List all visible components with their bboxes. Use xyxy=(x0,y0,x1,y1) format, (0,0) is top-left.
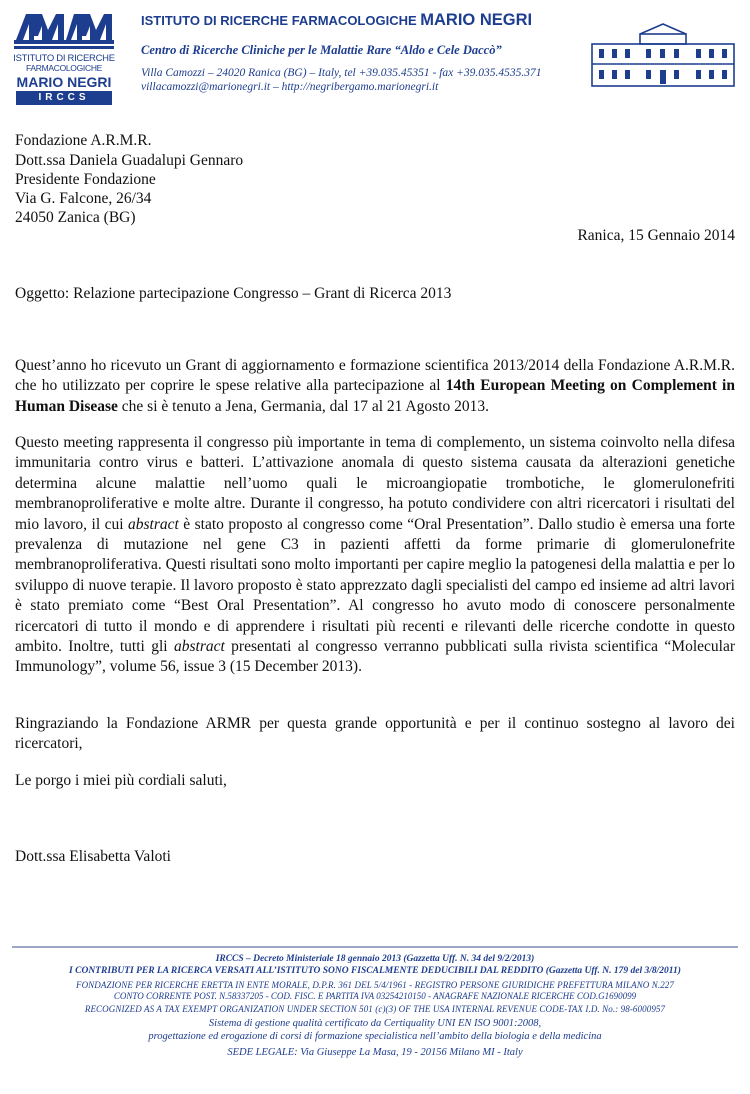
footer-line3: FONDAZIONE PER RICERCHE ERETTA IN ENTE MORALE, D.P.R. 361 DEL 5/4/1961 - REGISTRO PERSONE GIURIDICHE PREFETTURA MILANO N.227 xyxy=(75,980,675,990)
subject-line: Oggetto: Relazione partecipazione Congresso – Grant di Ricerca 2013 xyxy=(15,285,452,302)
p2-text-c: presentati al congresso verranno pubblicati sulla rivista scientifica “Molecular Immunology”, volume 56, issue 3 (15 December 2013). xyxy=(15,638,735,676)
recipient-line4: Via G. Falcone, 26/34 xyxy=(15,190,152,207)
body-paragraph-3: Ringraziando la Fondazione ARMR per questa grande opportunità e per il continuo sostegno al lavoro dei ricercatori, xyxy=(15,715,735,753)
letter-date: Ranica, 15 Gennaio 2014 xyxy=(577,227,735,244)
p1-text-b: che si è tenuto a Jena, Germania, dal 17 al 21 Agosto 2013. xyxy=(117,397,489,415)
footer-line5: RECOGNIZED AS A TAX EXEMPT ORGANIZATION UNDER SECTION 501 (c)(3) OF THE USA INTERNAL REVENUE CODE-TAX I.D. No.: 98-6000957 xyxy=(84,1004,666,1014)
address-line1: Villa Camozzi – 24020 Ranica (BG) – Italy, tel +39.035.45351 - fax +39.035.4535.371 xyxy=(141,67,542,79)
p1-congress-name: 14th European Meeting on Complement in Human Disease xyxy=(15,377,735,415)
footer-divider xyxy=(12,946,738,948)
centre-name: Centro di Ricerche Cliniche per le Malattie Rare “Aldo e Cele Daccò” xyxy=(141,43,502,57)
body-paragraph-2 xyxy=(15,433,735,678)
institute-title-prefix: ISTITUTO DI RICERCHE FARMACOLOGICHE xyxy=(141,13,421,28)
footer-line8: SEDE LEGALE: Via Giuseppe La Masa, 19 - 20156 Milano MI - Italy xyxy=(227,1047,523,1058)
closing-line: Le porgo i miei più cordiali saluti, xyxy=(15,772,227,789)
p2-italic-abstract-2: abstract xyxy=(173,638,225,656)
body-paragraph-1 xyxy=(15,356,735,417)
logo-line1: ISTITUTO DI RICERCHE xyxy=(13,53,115,64)
p1-text-a: Quest’anno ho ricevuto un Grant di aggiornamento e formazione scientifica 2013/2014 della Fondazione A.R.M.R. che ho utilizzato per coprire le spese relative alla partecipazione al xyxy=(15,357,735,395)
institute-logo xyxy=(8,10,120,102)
footer-line2: I CONTRIBUTI PER LA RICERCA VERSATI ALL’ISTITUTO SONO FISCALMENTE DEDUCIBILI DAL REDDITO (Gazzetta Uff. N. 179 del 3/8/2011) xyxy=(69,966,681,976)
logo-line2: FARMACOLOGICHE xyxy=(25,63,103,73)
p2-text-a: Questo meeting rappresenta il congresso più importante in tema di complemento, un sistema coinvolto nella difesa immunitaria contro virus e batteri. L’attivazione anomala di questo sistema causata da alterazioni genetiche determina alcune malattie nell’uomo quali le microangiopatie trombotiche, le glomerulonefriti membranoproliferative e molte altre. Durante il congresso, ha potuto condividere con altri ricercatori i risultati del mio lavoro, il cui xyxy=(15,434,735,533)
mn-logo-mark-icon xyxy=(12,10,116,54)
recipient-line5: 24050 Zanica (BG) xyxy=(15,209,136,226)
signature-name: Dott.ssa Elisabetta Valoti xyxy=(15,848,171,865)
institute-title-name: MARIO NEGRI xyxy=(420,11,533,29)
footer-line6: Sistema di gestione qualità certificato da Certiquality UNI EN ISO 9001:2008, xyxy=(208,1018,542,1029)
logo-line4: IRCCS xyxy=(16,91,112,105)
villa-building-icon xyxy=(590,22,736,88)
recipient-line3: Presidente Fondazione xyxy=(15,171,156,188)
footer-line7: progettazione ed erogazione di corsi di formazione specialistica nell’ambito della biologia e della medicina xyxy=(148,1031,602,1042)
footer-line1: IRCCS – Decreto Ministeriale 18 gennaio 2013 (Gazzetta Uff. N. 34 del 9/2/2013) xyxy=(215,954,535,964)
p2-italic-abstract-1: abstract xyxy=(128,515,179,533)
recipient-line1: Fondazione A.R.M.R. xyxy=(15,132,152,149)
institute-title xyxy=(141,11,532,30)
logo-line3: MARIO NEGRI xyxy=(16,74,112,90)
recipient-line2: Dott.ssa Daniela Guadalupi Gennaro xyxy=(15,152,244,169)
address-line2: villacamozzi@marionegri.it – http://negribergamo.marionegri.it xyxy=(141,81,439,93)
p2-text-b: è stato proposto al congresso come “Oral Presentation”. Dallo studio è emersa una forte prevalenza di mutazione nel gene C3 in pazienti affetti da forme primarie di glomerulonefrite membranoproliferativa. Questi risultati sono molto importanti per capire meglio la patogenesi della malattia e per lo sviluppo di nuove terapie. Il lavoro proposto è stato apprezzato dagli specialisti del campo ed insieme ad altri lavori è stato premiato come “Best Oral Presentation”. Al congresso ho avuto modo di conoscere personalmente ricercatori di tutto il mondo e di apprendere i risultati più recenti e rilevanti delle ricerche condotte in questo ambito. Inoltre, tutti gli xyxy=(15,515,735,656)
footer-line4: CONTO CORRENTE POST. N.58337205 - COD. FISC. E PARTITA IVA 03254210150 - ANAGRAFE NAZIONALE RICERCHE COD.G1690099 xyxy=(113,991,637,1001)
